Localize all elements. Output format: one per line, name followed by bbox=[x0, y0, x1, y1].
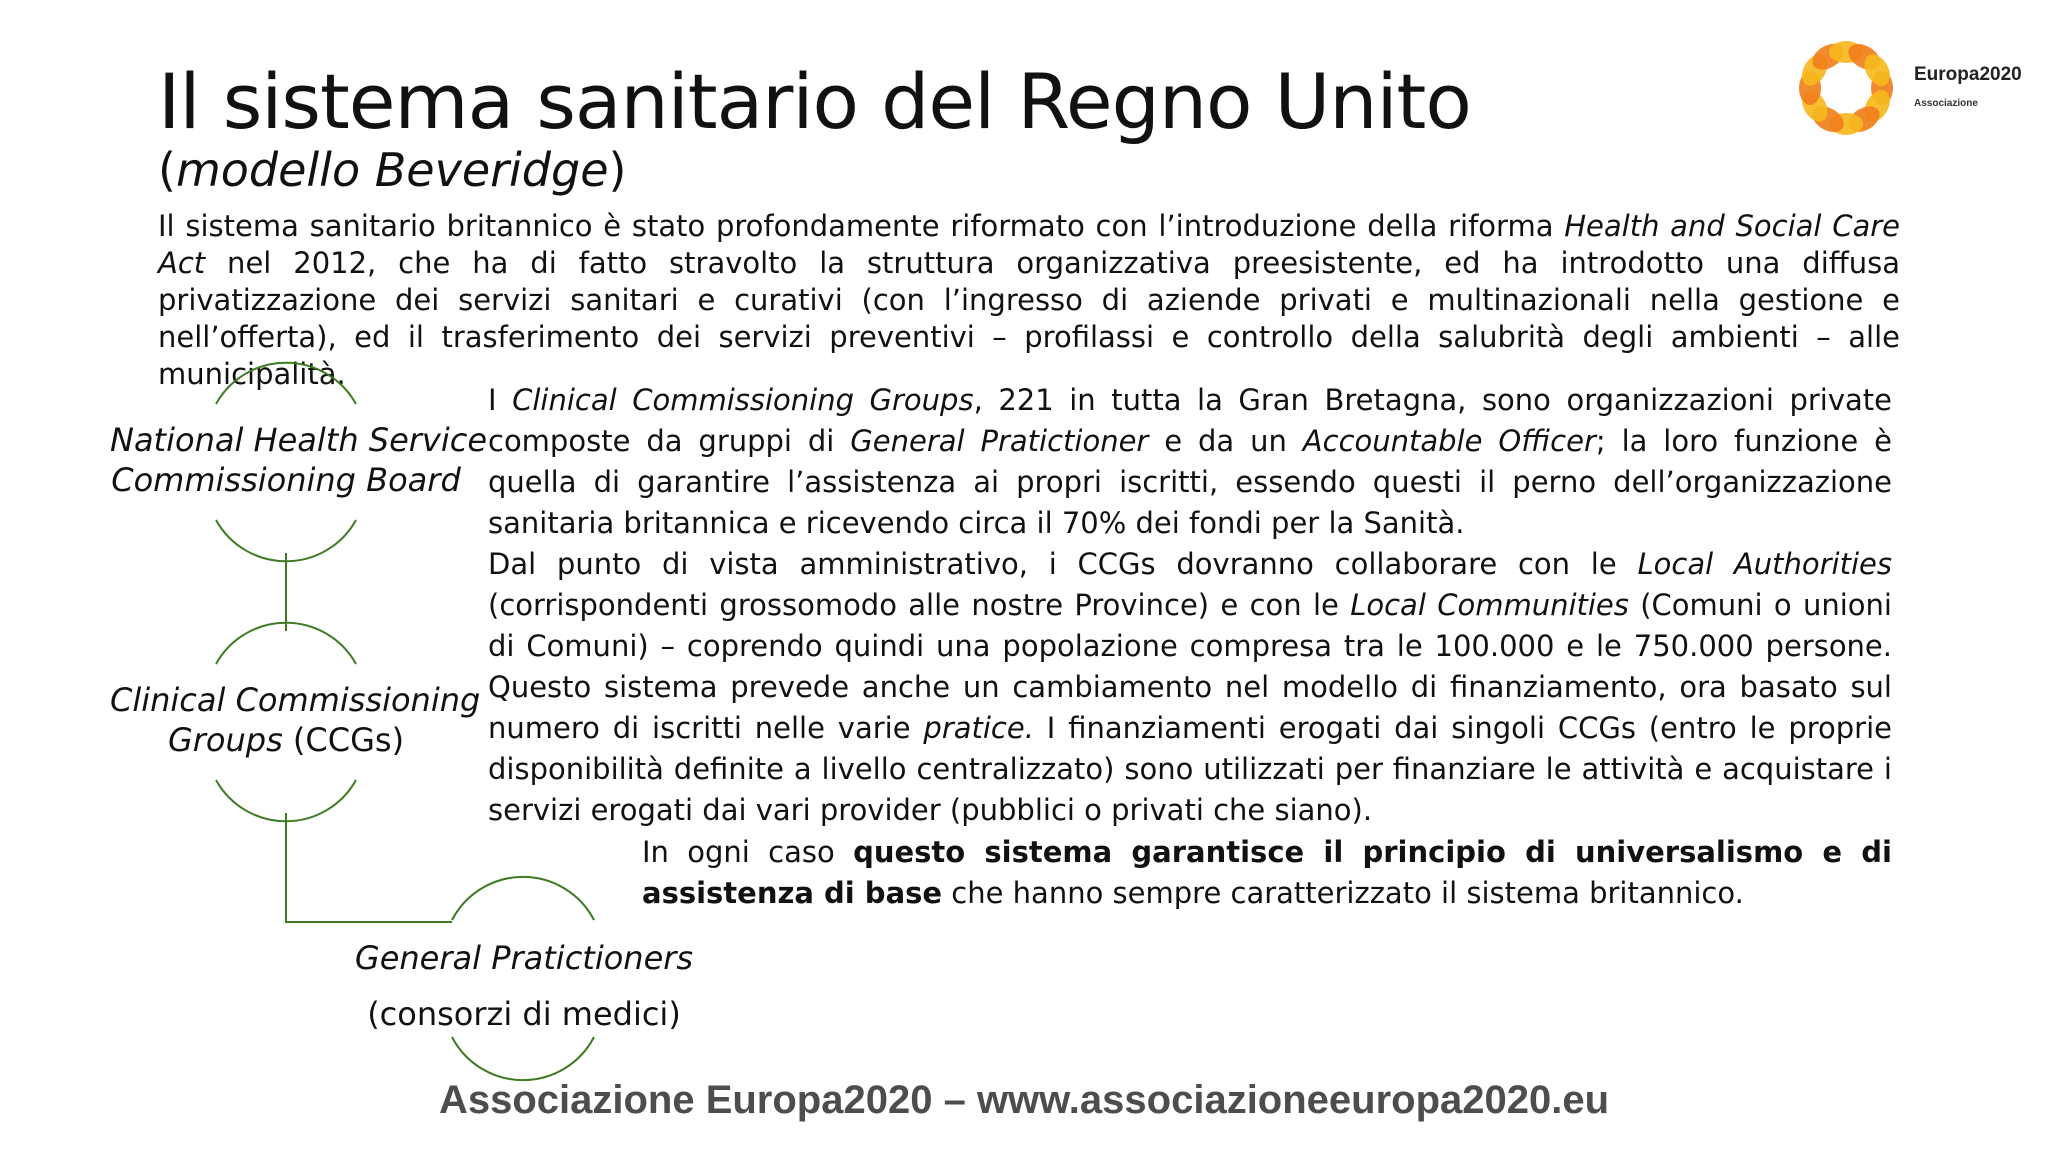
subtitle-open-paren: ( bbox=[158, 143, 176, 197]
main-p1-f: Accountable Officer bbox=[1302, 424, 1596, 458]
intro-act-name: Health and Social Care Act bbox=[158, 209, 1900, 280]
node-general-practitioners bbox=[343, 930, 705, 1042]
node2-top-arc bbox=[216, 623, 356, 664]
main-p1-a: I bbox=[488, 383, 513, 417]
main-paragraph-2 bbox=[488, 544, 1892, 831]
closing-bold: questo sistema garantisce il principio di universalismo e di assistenza di base bbox=[642, 835, 1892, 910]
node3-top-arc bbox=[452, 877, 594, 920]
main-paragraph-1 bbox=[488, 380, 1892, 544]
main-p2-d: Local Communities bbox=[1350, 588, 1629, 622]
main-p2-b: Local Authorities bbox=[1637, 547, 1892, 581]
node-nhs-board-line2: Commissioning Board bbox=[111, 461, 461, 499]
node-gp-line2: (consorzi di medici) bbox=[367, 995, 681, 1033]
main-p2-a: Dal punto di vista amministrativo, i CCGs dovranno collaborare con le bbox=[488, 547, 1638, 581]
logo-star-icon bbox=[1790, 28, 1910, 148]
slide-title: Il sistema sanitario del Regno Unito bbox=[158, 57, 1471, 146]
subtitle-italic: modello Beveridge bbox=[175, 143, 609, 197]
closing-c: che hanno sempre caratterizzato il sistema britannico. bbox=[942, 876, 1744, 910]
node-ccgs-line2-rest: (CCGs) bbox=[282, 721, 405, 759]
main-text bbox=[488, 380, 1892, 831]
footer-association: Associazione Europa2020 – www.associazioneeuropa2020.eu bbox=[438, 1078, 1610, 1122]
main-p1-e: e da un bbox=[1148, 424, 1303, 458]
node-ccgs-line2-italic: Groups bbox=[167, 721, 283, 759]
main-p2-c: (corrispondenti grossomodo alle nostre Province) e con le bbox=[488, 588, 1351, 622]
intro-text-2: nel 2012, che ha di fatto stravolto la struttura organizzativa preesistente, ed ha introdotto una diffusa privatizzazione dei servizi sanitari e curativi (con l’ingresso di aziende privati e multinazionali nella gestione e nell’offerta), ed il trasferimento dei servizi preventivi – profilassi e controllo della salubrità degli ambienti – alle municipalità. bbox=[158, 246, 1900, 391]
slide-subtitle bbox=[158, 142, 626, 198]
subtitle-close-paren: ) bbox=[608, 143, 627, 197]
connector-2 bbox=[286, 813, 452, 922]
europa2020-logo bbox=[1790, 28, 2030, 148]
closing-a: In ogni caso bbox=[642, 835, 854, 869]
node-gp-line1: General Pratictioners bbox=[354, 939, 694, 977]
node1-bottom-arc bbox=[216, 520, 356, 561]
intro-text-1: Il sistema sanitario britannico è stato profondamente riformato con l’introduzione della riforma bbox=[158, 209, 1565, 243]
node-nhs-board-line1: National Health Service bbox=[110, 421, 488, 459]
intro-paragraph bbox=[158, 208, 1900, 393]
node2-bottom-arc bbox=[216, 780, 356, 821]
node-ccgs bbox=[110, 680, 481, 760]
closing-paragraph bbox=[642, 832, 1892, 914]
logo-subtitle: Associazione bbox=[1914, 98, 1978, 109]
main-p1-d: General Pratictioner bbox=[850, 424, 1149, 458]
main-p2-f: pratice. bbox=[923, 711, 1034, 745]
main-p2-e: (Comuni o unioni di Comuni) – coprendo quindi una popolazione compresa tra le 100.000 e le 750.000 persone. Questo sistema prevede anche un cambiamento nel modello di finanziamento, ora basato sul numero di iscritti nelle varie bbox=[488, 588, 1892, 745]
logo-name: Europa2020 bbox=[1914, 64, 2022, 85]
node3-bottom-arc bbox=[452, 1037, 594, 1080]
main-p1-b: Clinical Commissioning Groups bbox=[512, 383, 974, 417]
main-p2-g: I finanziamenti erogati dai singoli CCGs (entro le proprie disponibilità definite a livello centralizzato) sono utilizzati per finanziare le attività e acquistare i servizi erogati dai vari provider (pubblici o privati che siano). bbox=[488, 711, 1892, 827]
node-ccgs-line1: Clinical Commissioning bbox=[110, 681, 481, 719]
main-p1-c: , 221 in tutta la Gran Bretagna, sono organizzazioni private composte da gruppi di bbox=[488, 383, 1892, 458]
node-nhs-board bbox=[110, 420, 488, 500]
main-p1-g: ; la loro funzione è quella di garantire l’assistenza ai propri iscritti, essendo questi il perno dell’organizzazione sanitaria britannica e ricevendo circa il 70% dei fondi per la Sanità. bbox=[488, 424, 1893, 540]
